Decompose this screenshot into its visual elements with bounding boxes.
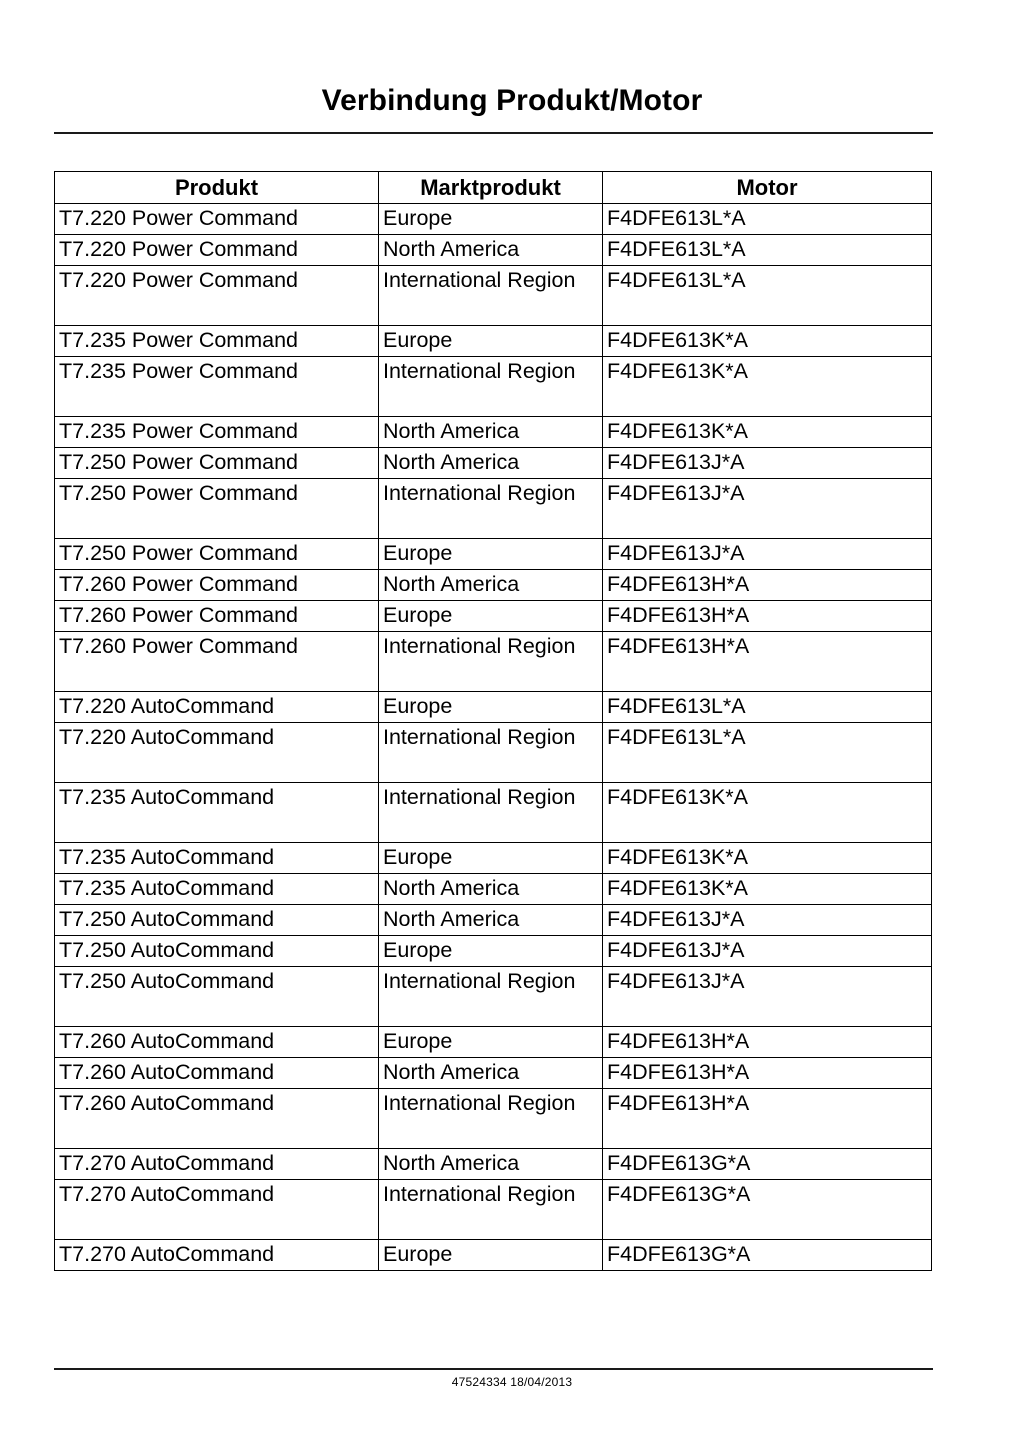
- cell-motor-text: F4DFE613G*A: [607, 1242, 751, 1266]
- cell-produkt-text: T7.220 AutoCommand: [59, 725, 275, 749]
- cell-produkt: [55, 936, 379, 967]
- cell-motor-text: F4DFE613H*A: [607, 634, 750, 658]
- table-row: [55, 539, 932, 570]
- cell-motor: [603, 1058, 932, 1089]
- cell-produkt: [55, 235, 379, 266]
- cell-produkt-text: T7.270 AutoCommand: [59, 1182, 275, 1206]
- cell-produkt: [55, 783, 379, 843]
- table-row: [55, 723, 932, 783]
- cell-marktprodukt: [379, 783, 603, 843]
- cell-produkt: [55, 479, 379, 539]
- cell-motor-text: F4DFE613H*A: [607, 1060, 750, 1084]
- cell-marktprodukt: [379, 1027, 603, 1058]
- table-row: [55, 479, 932, 539]
- cell-marktprodukt: [379, 967, 603, 1027]
- table-row: [55, 601, 932, 632]
- cell-produkt-text: T7.250 Power Command: [59, 450, 298, 474]
- cell-marktprodukt: [379, 1240, 603, 1271]
- cell-motor: [603, 448, 932, 479]
- cell-produkt: [55, 357, 379, 417]
- cell-produkt-text: T7.250 AutoCommand: [59, 938, 275, 962]
- column-header-motor: Motor: [603, 172, 932, 204]
- cell-marktprodukt-text: North America: [383, 1151, 520, 1175]
- cell-marktprodukt: [379, 235, 603, 266]
- cell-produkt: [55, 1149, 379, 1180]
- cell-marktprodukt: [379, 479, 603, 539]
- cell-marktprodukt-text: Europe: [383, 1242, 453, 1266]
- table-body: [55, 204, 932, 1271]
- cell-marktprodukt-text: North America: [383, 1060, 520, 1084]
- cell-motor-text: F4DFE613H*A: [607, 1091, 750, 1115]
- cell-motor-text: F4DFE613K*A: [607, 785, 749, 809]
- column-header-produkt: Produkt: [55, 172, 379, 204]
- cell-produkt: [55, 539, 379, 570]
- cell-marktprodukt: [379, 357, 603, 417]
- cell-motor: [603, 357, 932, 417]
- cell-motor-text: F4DFE613H*A: [607, 1029, 750, 1053]
- cell-motor-text: F4DFE613G*A: [607, 1182, 751, 1206]
- cell-marktprodukt: [379, 905, 603, 936]
- cell-motor: [603, 539, 932, 570]
- cell-marktprodukt-text: International Region: [383, 1182, 576, 1206]
- cell-marktprodukt: [379, 448, 603, 479]
- table-row: [55, 357, 932, 417]
- table-row: [55, 1180, 932, 1240]
- cell-motor-text: F4DFE613J*A: [607, 450, 745, 474]
- table-row: [55, 905, 932, 936]
- cell-motor: [603, 632, 932, 692]
- table-row: [55, 967, 932, 1027]
- cell-produkt: [55, 204, 379, 235]
- cell-produkt-text: T7.260 Power Command: [59, 634, 298, 658]
- cell-produkt-text: T7.250 AutoCommand: [59, 907, 275, 931]
- cell-motor: [603, 204, 932, 235]
- cell-motor-text: F4DFE613K*A: [607, 359, 749, 383]
- cell-produkt: [55, 417, 379, 448]
- cell-marktprodukt: [379, 632, 603, 692]
- table-row: [55, 204, 932, 235]
- cell-motor: [603, 266, 932, 326]
- cell-produkt-text: T7.270 AutoCommand: [59, 1151, 275, 1175]
- cell-produkt: [55, 692, 379, 723]
- cell-marktprodukt: [379, 843, 603, 874]
- cell-motor-text: F4DFE613J*A: [607, 938, 745, 962]
- table-header-row: [55, 172, 932, 204]
- cell-produkt-text: T7.260 AutoCommand: [59, 1029, 275, 1053]
- cell-motor: [603, 783, 932, 843]
- table-row: [55, 235, 932, 266]
- cell-marktprodukt: [379, 936, 603, 967]
- cell-produkt: [55, 1089, 379, 1149]
- cell-motor: [603, 936, 932, 967]
- cell-marktprodukt-text: Europe: [383, 603, 453, 627]
- cell-produkt: [55, 632, 379, 692]
- cell-produkt-text: T7.220 Power Command: [59, 237, 298, 261]
- cell-marktprodukt-text: Europe: [383, 694, 453, 718]
- cell-motor-text: F4DFE613L*A: [607, 268, 746, 292]
- table-row: [55, 417, 932, 448]
- table-row: [55, 1089, 932, 1149]
- cell-motor-text: F4DFE613H*A: [607, 603, 750, 627]
- cell-motor: [603, 417, 932, 448]
- cell-marktprodukt-text: North America: [383, 450, 520, 474]
- cell-marktprodukt: [379, 570, 603, 601]
- table-row: [55, 843, 932, 874]
- cell-marktprodukt: [379, 874, 603, 905]
- cell-produkt: [55, 266, 379, 326]
- cell-produkt-text: T7.235 Power Command: [59, 359, 298, 383]
- cell-marktprodukt-text: International Region: [383, 634, 576, 658]
- cell-marktprodukt: [379, 1149, 603, 1180]
- table-row: [55, 692, 932, 723]
- cell-produkt-text: T7.250 Power Command: [59, 481, 298, 505]
- cell-marktprodukt-text: International Region: [383, 359, 576, 383]
- cell-produkt: [55, 570, 379, 601]
- cell-produkt-text: T7.235 Power Command: [59, 328, 298, 352]
- cell-motor-text: F4DFE613K*A: [607, 419, 749, 443]
- cell-produkt-text: T7.260 AutoCommand: [59, 1060, 275, 1084]
- table-row: [55, 783, 932, 843]
- cell-marktprodukt: [379, 539, 603, 570]
- cell-marktprodukt-text: Europe: [383, 541, 453, 565]
- cell-motor: [603, 1089, 932, 1149]
- mapping-table-container: [54, 171, 931, 1271]
- cell-motor-text: F4DFE613L*A: [607, 237, 746, 261]
- page-title: Verbindung Produkt/Motor: [321, 84, 703, 117]
- cell-produkt: [55, 1027, 379, 1058]
- cell-marktprodukt: [379, 326, 603, 357]
- cell-motor: [603, 326, 932, 357]
- cell-marktprodukt-text: International Region: [383, 785, 576, 809]
- cell-marktprodukt-text: International Region: [383, 725, 576, 749]
- cell-motor: [603, 601, 932, 632]
- cell-produkt: [55, 1240, 379, 1271]
- cell-produkt: [55, 843, 379, 874]
- cell-motor-text: F4DFE613L*A: [607, 694, 746, 718]
- cell-produkt-text: T7.235 Power Command: [59, 419, 298, 443]
- cell-marktprodukt-text: North America: [383, 907, 520, 931]
- cell-marktprodukt-text: Europe: [383, 206, 453, 230]
- cell-marktprodukt-text: North America: [383, 419, 520, 443]
- cell-motor: [603, 570, 932, 601]
- footer-document-reference: 47524334 18/04/2013: [451, 1375, 573, 1389]
- cell-produkt-text: T7.260 Power Command: [59, 603, 298, 627]
- cell-motor: [603, 874, 932, 905]
- table-row: [55, 874, 932, 905]
- cell-produkt-text: T7.270 AutoCommand: [59, 1242, 275, 1266]
- cell-marktprodukt: [379, 266, 603, 326]
- column-header-marktprodukt: Marktprodukt: [379, 172, 603, 204]
- table-row: [55, 570, 932, 601]
- footer-divider: [54, 1368, 933, 1370]
- table-row: [55, 1058, 932, 1089]
- cell-marktprodukt: [379, 723, 603, 783]
- table-row: [55, 326, 932, 357]
- cell-marktprodukt: [379, 1089, 603, 1149]
- cell-motor-text: F4DFE613J*A: [607, 481, 745, 505]
- table-row: [55, 936, 932, 967]
- cell-marktprodukt-text: International Region: [383, 481, 576, 505]
- cell-motor: [603, 1180, 932, 1240]
- cell-marktprodukt: [379, 204, 603, 235]
- cell-motor: [603, 1149, 932, 1180]
- product-engine-mapping-table: [54, 171, 932, 1271]
- cell-produkt: [55, 905, 379, 936]
- cell-produkt-text: T7.235 AutoCommand: [59, 876, 275, 900]
- cell-produkt-text: T7.260 Power Command: [59, 572, 298, 596]
- cell-produkt-text: T7.220 Power Command: [59, 268, 298, 292]
- table-row: [55, 632, 932, 692]
- cell-motor: [603, 843, 932, 874]
- cell-produkt-text: T7.235 AutoCommand: [59, 845, 275, 869]
- cell-motor-text: F4DFE613K*A: [607, 876, 749, 900]
- cell-produkt-text: T7.220 AutoCommand: [59, 694, 275, 718]
- cell-marktprodukt-text: International Region: [383, 969, 576, 993]
- cell-produkt: [55, 448, 379, 479]
- cell-produkt: [55, 874, 379, 905]
- cell-motor: [603, 692, 932, 723]
- cell-produkt: [55, 601, 379, 632]
- cell-motor-text: F4DFE613J*A: [607, 907, 745, 931]
- cell-marktprodukt: [379, 417, 603, 448]
- cell-motor: [603, 1027, 932, 1058]
- cell-motor-text: F4DFE613L*A: [607, 725, 746, 749]
- cell-motor: [603, 1240, 932, 1271]
- cell-motor: [603, 235, 932, 266]
- cell-produkt-text: T7.235 AutoCommand: [59, 785, 275, 809]
- cell-produkt: [55, 326, 379, 357]
- cell-motor-text: F4DFE613G*A: [607, 1151, 751, 1175]
- cell-motor-text: F4DFE613H*A: [607, 572, 750, 596]
- cell-produkt: [55, 1180, 379, 1240]
- cell-marktprodukt: [379, 692, 603, 723]
- cell-produkt: [55, 723, 379, 783]
- cell-produkt-text: T7.250 Power Command: [59, 541, 298, 565]
- table-row: [55, 448, 932, 479]
- cell-marktprodukt-text: International Region: [383, 1091, 576, 1115]
- header-divider: [54, 132, 933, 134]
- table-row: [55, 266, 932, 326]
- cell-motor-text: F4DFE613K*A: [607, 328, 749, 352]
- cell-motor: [603, 723, 932, 783]
- cell-marktprodukt-text: North America: [383, 876, 520, 900]
- table-row: [55, 1149, 932, 1180]
- cell-motor-text: F4DFE613L*A: [607, 206, 746, 230]
- cell-motor-text: F4DFE613K*A: [607, 845, 749, 869]
- cell-marktprodukt: [379, 1058, 603, 1089]
- cell-produkt-text: T7.250 AutoCommand: [59, 969, 275, 993]
- cell-marktprodukt-text: Europe: [383, 1029, 453, 1053]
- cell-produkt-text: T7.220 Power Command: [59, 206, 298, 230]
- cell-marktprodukt-text: North America: [383, 237, 520, 261]
- cell-marktprodukt-text: International Region: [383, 268, 576, 292]
- cell-produkt: [55, 1058, 379, 1089]
- cell-marktprodukt: [379, 1180, 603, 1240]
- table-row: [55, 1027, 932, 1058]
- cell-motor-text: F4DFE613J*A: [607, 969, 745, 993]
- cell-produkt: [55, 967, 379, 1027]
- cell-marktprodukt-text: Europe: [383, 328, 453, 352]
- table-row: [55, 1240, 932, 1271]
- cell-marktprodukt-text: North America: [383, 572, 520, 596]
- cell-motor: [603, 479, 932, 539]
- cell-marktprodukt-text: Europe: [383, 938, 453, 962]
- cell-produkt-text: T7.260 AutoCommand: [59, 1091, 275, 1115]
- cell-motor: [603, 905, 932, 936]
- cell-motor: [603, 967, 932, 1027]
- cell-motor-text: F4DFE613J*A: [607, 541, 745, 565]
- table-header: [55, 172, 932, 204]
- cell-marktprodukt: [379, 601, 603, 632]
- cell-marktprodukt-text: Europe: [383, 845, 453, 869]
